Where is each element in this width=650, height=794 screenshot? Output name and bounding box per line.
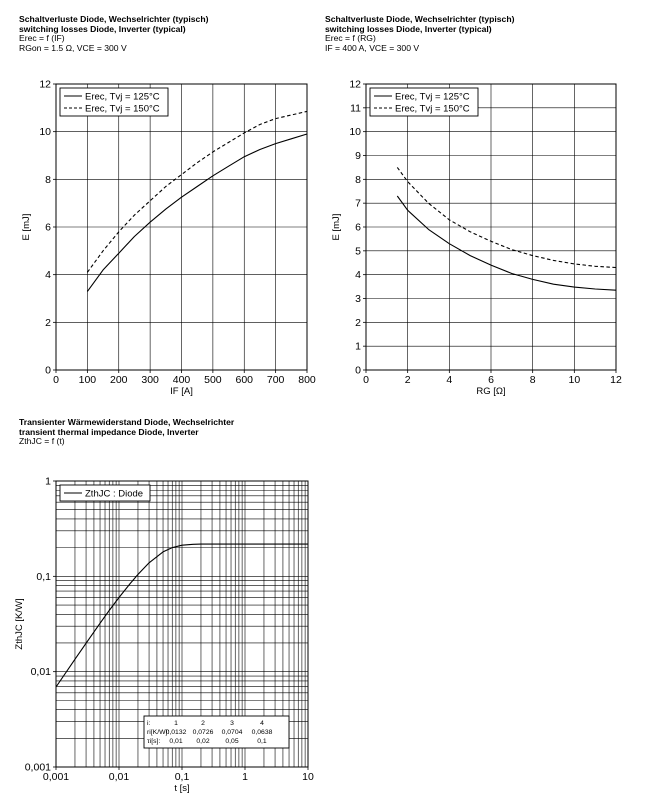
table-row-label: i:: [147, 720, 151, 727]
x-tick-label: 0: [53, 374, 59, 386]
x-tick-label: 8: [529, 374, 536, 386]
chart2-conditions: IF = 400 A, VCE = 300 V: [325, 42, 420, 53]
y-tick-label: 12: [349, 78, 361, 91]
y-axis-label: E [mJ]: [331, 213, 342, 241]
x-tick-label: 1: [242, 771, 248, 783]
y-tick-label: 12: [39, 78, 51, 91]
y-tick-label: 2: [355, 316, 361, 329]
table-cell: 0,01: [169, 738, 183, 745]
chart1-formula: Erec = f (IF): [19, 33, 65, 44]
x-tick-label: 0,001: [42, 771, 70, 783]
chart1-title: Schaltverluste Diode, Wechselrichter (typisch): [19, 14, 209, 24]
y-tick-label: 4: [355, 269, 361, 282]
y-tick-label: 5: [355, 245, 361, 258]
x-tick-label: 6: [488, 374, 494, 386]
y-tick-label: 0,01: [30, 666, 51, 679]
x-tick-label: 12: [610, 374, 622, 386]
y-tick-label: 6: [45, 221, 51, 234]
table-cell: 0,1: [257, 738, 267, 745]
x-tick-label: 2: [404, 374, 411, 386]
x-axis-label: IF [A]: [170, 386, 193, 397]
x-tick-label: 500: [204, 374, 222, 386]
legend-label-2: Erec, Tvj = 150°C: [85, 103, 160, 115]
legend: [60, 88, 168, 116]
y-tick-label: 0: [45, 364, 51, 377]
x-tick-label: 300: [141, 374, 159, 386]
legend: [370, 88, 478, 116]
chart-2: [331, 79, 622, 398]
series-line-2: [87, 111, 307, 272]
legend-label-1: ZthJC : Diode: [85, 488, 144, 500]
x-tick-label: 200: [109, 374, 128, 386]
y-tick-label: 10: [39, 126, 51, 139]
x-tick-label: 0,1: [174, 771, 190, 783]
table-row-label: ri[K/W]:: [147, 729, 170, 736]
chart3-title: Transienter Wärmewiderstand Diode, Wechselrichter: [19, 417, 235, 427]
table-cell: 0,02: [196, 738, 210, 745]
table-cell: 0,0726: [192, 729, 214, 736]
table-cell: 3: [230, 720, 234, 727]
x-tick-label: 0: [363, 374, 369, 386]
legend-label-1: Erec, Tvj = 125°C: [85, 91, 160, 103]
chart2-formula: Erec = f (RG): [325, 33, 376, 44]
x-tick-label: 400: [172, 374, 191, 386]
grid: [56, 84, 307, 370]
x-tick-label: 10: [568, 374, 581, 386]
table-cell: 0,0638: [251, 729, 273, 736]
legend-label-2: Erec, Tvj = 150°C: [395, 103, 470, 115]
table-row-label: τi[s]:: [147, 738, 161, 745]
y-tick-label: 4: [45, 269, 51, 282]
y-tick-label: 8: [45, 173, 51, 186]
y-tick-label: 1: [45, 475, 51, 488]
x-axis-label: t [s]: [174, 783, 190, 794]
y-tick-label: 7: [355, 197, 361, 210]
y-tick-label: 10: [349, 126, 361, 139]
legend-label-1: Erec, Tvj = 125°C: [395, 91, 470, 103]
table-cell: 2: [201, 720, 205, 727]
chart2-title: Schaltverluste Diode, Wechselrichter (typisch): [325, 14, 515, 24]
x-tick-label: 800: [298, 374, 316, 386]
y-tick-label: 8: [355, 173, 361, 186]
y-tick-label: 0,001: [24, 761, 51, 774]
y-tick-label: 1: [355, 340, 361, 353]
y-tick-label: 11: [350, 102, 361, 115]
series-line-2: [397, 167, 616, 267]
y-axis-label: E [mJ]: [21, 213, 32, 241]
legend: [60, 485, 150, 501]
chart-3: [14, 476, 314, 794]
chart-1: [21, 79, 316, 398]
chart3-subtitle: transient thermal impedance Diode, Inverter: [19, 426, 199, 437]
x-tick-label: 700: [266, 374, 285, 386]
table-cell: 4: [260, 720, 264, 727]
y-tick-label: 0,1: [36, 570, 51, 583]
x-tick-label: 0,01: [108, 771, 130, 783]
table-cell: 0,0132: [165, 729, 187, 736]
chart3-formula: ZthJC = f (t): [19, 436, 65, 447]
table-cell: 0,0704: [221, 729, 243, 736]
table-cell: 1: [174, 720, 178, 727]
y-tick-label: 3: [355, 293, 361, 305]
series-line-1: [87, 134, 307, 291]
chart2-subtitle: switching losses Diode, Inverter (typical): [325, 23, 492, 34]
x-tick-label: 10: [302, 771, 314, 783]
x-tick-label: 600: [235, 374, 254, 386]
x-axis-label: RG [Ω]: [476, 386, 506, 397]
table-cell: 0,05: [225, 738, 239, 745]
y-tick-label: 9: [355, 150, 361, 162]
x-tick-label: 100: [78, 374, 97, 386]
chart1-subtitle: switching losses Diode, Inverter (typical): [19, 23, 186, 34]
y-tick-label: 6: [355, 221, 361, 234]
grid: [366, 84, 616, 370]
chart1-conditions: RGon = 1.5 Ω, VCE = 300 V: [19, 42, 127, 53]
y-tick-label: 0: [355, 364, 361, 377]
series-line-1: [397, 196, 616, 290]
y-tick-label: 2: [45, 316, 51, 329]
x-tick-label: 4: [446, 374, 453, 386]
parameter-table: [144, 716, 289, 748]
y-axis-label: ZthJC [K/W]: [14, 598, 25, 650]
